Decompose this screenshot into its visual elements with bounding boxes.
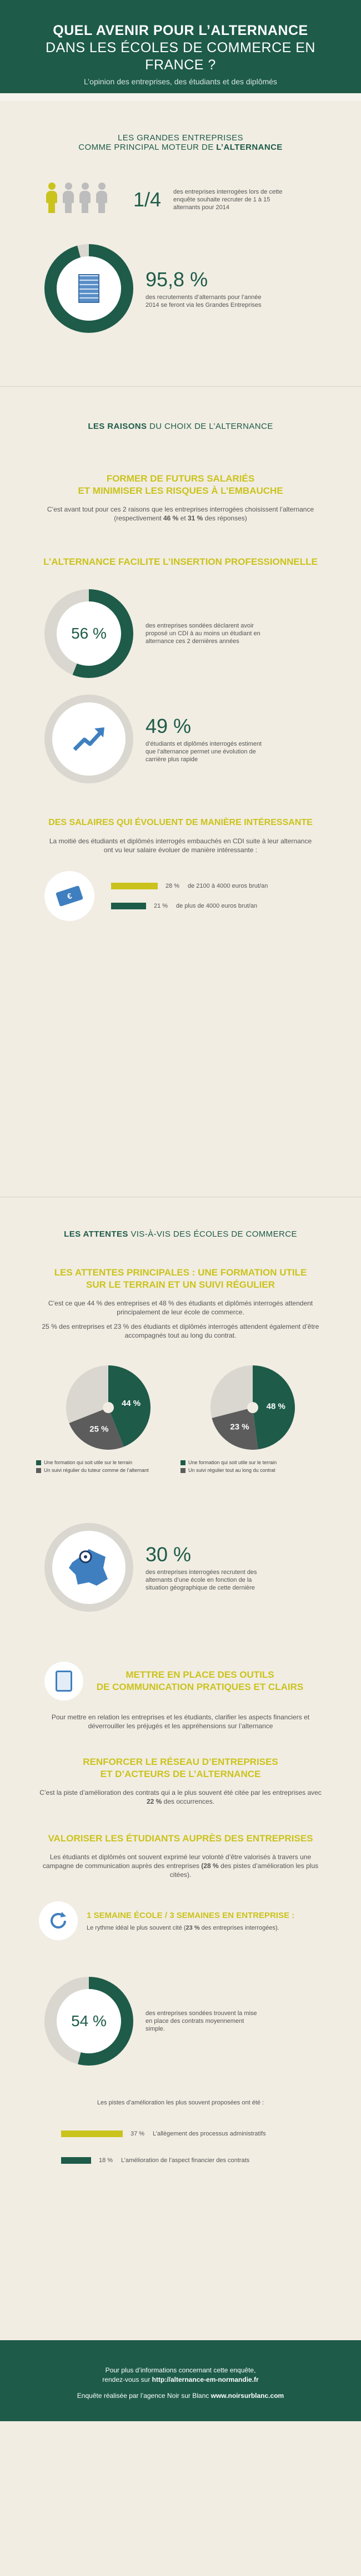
page-header <box>0 0 361 93</box>
donut-label: 54 % <box>71 2012 107 2030</box>
stat-56 <box>0 589 361 678</box>
stat-95-8 <box>0 244 361 333</box>
section-raisons <box>0 387 361 1197</box>
reseau-text: C’est la piste d’amélioration des contrats qui a le plus souvent été citée par les entreprises avec 22 % des occurrences. <box>39 1789 322 1805</box>
subtitle-rythme: 1 SEMAINE ÉCOLE / 3 SEMAINES EN ENTREPRISE : <box>87 1911 295 1920</box>
refresh-icon <box>39 1901 78 1940</box>
stat-description: des recrutements d’alternants pour l’année 2014 se feront via les Grandes Entreprises <box>146 294 262 308</box>
improve-bars <box>0 2125 361 2169</box>
pie-label: 23 % <box>230 1422 249 1432</box>
subtitle-insertion: L’ALTERNANCE FACILITE L’INSERTION PROFESSIONNELLE <box>43 556 318 567</box>
bar-fill <box>61 2130 123 2137</box>
section-grandes-entreprises <box>0 101 361 386</box>
page-footer: Pour plus d’informations concernant cette enquête, rendez-vous sur http://alternance-em-normandie.fr Enquête réalisée par l’agence Noir sur Blanc www.noirsurblanc.com <box>0 2340 361 2421</box>
salary-bar-1: 28 % de 2100 à 4000 euros brut/an <box>111 878 268 894</box>
tablet-icon <box>44 1662 83 1701</box>
stat-54 <box>0 1977 361 2066</box>
subtitle-attentes: LES ATTENTES PRINCIPALES : UNE FORMATION UTILE SUR LE TERRAIN ET UN SUIVI RÉGULIER <box>54 1267 307 1290</box>
rythme-block <box>0 1901 361 1940</box>
bar-fill <box>111 903 146 909</box>
stat-description: des entreprises interrogées lors de cette enquête souhaite recruter de 1 à 15 alternants pour 2014 <box>173 188 283 211</box>
section-attentes <box>0 1197 361 2340</box>
building-icon <box>78 274 99 303</box>
pie-label: 44 % <box>121 1399 141 1409</box>
france-map-icon <box>44 1523 133 1612</box>
donut-label: 56 % <box>71 625 107 642</box>
pie-label: 25 % <box>89 1424 109 1434</box>
former-text: C’est avant tout pour ces 2 raisons que les entreprises interrogées choisissent l’alternance (respectivement 46 % et 31 % des réponses) <box>47 505 314 522</box>
growth-chart-icon <box>44 695 133 783</box>
donut-56 <box>44 589 133 678</box>
stat-description: des entreprises sondées trouvent la mise en place des contrats moyennement simple. <box>146 2010 257 2032</box>
stat-value: 95,8 % <box>146 268 208 291</box>
outils-text: Pour mettre en relation les entreprises et les étudiants, clarifier les aspects financiers et déverrouiller les préjugés et les appréhensions sur l’alternance <box>51 1713 310 1730</box>
stat-one-quarter <box>0 183 361 216</box>
subtitle-reseau: RENFORCER LE RÉSEAU D’ENTREPRISES ET D’ACTEURS DE L’ALTERNANCE <box>83 1757 278 1779</box>
bar-fill <box>111 883 158 889</box>
bar-fill <box>61 2157 91 2164</box>
stat-value: 49 % <box>146 715 192 737</box>
subtitle-former: FORMER DE FUTURS SALARIÉS ET MINIMISER LES RISQUES À L’EMBAUCHE <box>78 473 283 496</box>
section1-title: LES GRANDES ENTREPRISES COMME PRINCIPAL MOTEUR DE L’ALTERNANCE <box>78 133 283 152</box>
subtitle-outils: METTRE EN PLACE DES OUTILS DE COMMUNICATION PRATIQUES ET CLAIRS <box>96 1669 304 1692</box>
money-icon: € <box>44 871 94 921</box>
stat-value: 30 % <box>146 1543 192 1566</box>
title-line-1: QUEL AVENIR POUR L’ALTERNANCE <box>53 23 308 38</box>
donut-95-8 <box>44 244 133 333</box>
people-icon <box>44 183 122 216</box>
footer-link[interactable]: http://alternance-em-normandie.fr <box>152 2376 259 2383</box>
pie-entreprises: 44 % 25 % Une formation qui soit utile sur le terrain Un suivi régulier du tuteur comme de l’alternant <box>36 1363 180 1473</box>
rythme-text: Le rythme idéal le plus souvent cité (23 % des entreprises interrogées). <box>87 1925 279 1931</box>
improve-intro: Les pistes d’amélioration les plus souvent proposées ont été : <box>97 2099 264 2106</box>
improve-bar-1: 37 % L’allègement des processus administratifs <box>61 2125 300 2142</box>
page-title <box>17 22 344 74</box>
header-stripe <box>0 93 361 101</box>
salaires-text: La moitié des étudiants et diplômés interrogés embauchés en CDI suite à leur alternance ont vu leur salaire évoluer de manière intéressante : <box>49 837 312 854</box>
subtitle-valoriser: VALORISER LES ÉTUDIANTS AUPRÈS DES ENTREPRISES <box>48 1833 313 1844</box>
pie-charts <box>0 1363 361 1473</box>
valoriser-text: Les étudiants et diplômés ont souvent exprimé leur volonté d’être valorisés à travers une campagne de communication auprès des entreprises (28 % des pistes d’amélioration les plus citées). <box>42 1853 319 1879</box>
donut-54 <box>44 1977 133 2066</box>
salary-bars <box>0 871 361 921</box>
pie-center <box>247 1402 258 1413</box>
pie-chart-left <box>64 1363 153 1452</box>
outils-block <box>0 1662 361 1701</box>
stat-description: des entreprises sondées déclarent avoir proposé un CDI à au moins un étudiant en alternance ces 2 dernières années <box>146 623 260 645</box>
stat-30 <box>0 1523 361 1612</box>
section2-title: LES RAISONS DU CHOIX DE L’ALTERNANCE <box>88 422 273 431</box>
subtitle-salaires: DES SALAIRES QUI ÉVOLUENT DE MANIÈRE INTÉRESSANTE <box>48 818 313 827</box>
pie-label: 48 % <box>266 1401 285 1411</box>
stat-49 <box>0 695 361 783</box>
pie-etudiants: 48 % 23 % Une formation qui soit utile sur le terrain Un suivi régulier tout au long du contrat <box>180 1363 325 1473</box>
stat-value: 1/4 <box>133 188 162 211</box>
stat-description: d’étudiants et diplômés interrogés estiment que l’alternance permet une évolution de carrière plus rapide <box>146 741 262 763</box>
pie-center <box>103 1402 114 1413</box>
section3-title: LES ATTENTES VIS-À-VIS DES ÉCOLES DE COMMERCE <box>64 1229 297 1239</box>
attentes-text: C’est ce que 44 % des entreprises et 48 % des étudiants et diplômés interrogés attendent principalement de leur école de commerce. 25 % des entreprises et 23 % des étudiants et diplômés interrogés attendent également d’être accompagnés tout au long du contrat. <box>42 1299 319 1339</box>
stat-description: des entreprises interrogées recrutent des alternants d’une école en fonction de la situation géographique de cette dernière <box>146 1569 257 1591</box>
pie-chart-right <box>208 1363 297 1452</box>
salary-bar-2: 21 % de plus de 4000 euros brut/an <box>111 898 268 914</box>
title-line-2: DANS LES ÉCOLES DE COMMERCE EN FRANCE ? <box>46 40 315 73</box>
improve-bar-2: 18 % L’amélioration de l’aspect financier des contrats <box>61 2152 300 2169</box>
page-subtitle: L’opinion des entreprises, des étudiants et des diplômés <box>84 77 277 86</box>
footer-agency-link[interactable]: www.noirsurblanc.com <box>210 2392 284 2400</box>
